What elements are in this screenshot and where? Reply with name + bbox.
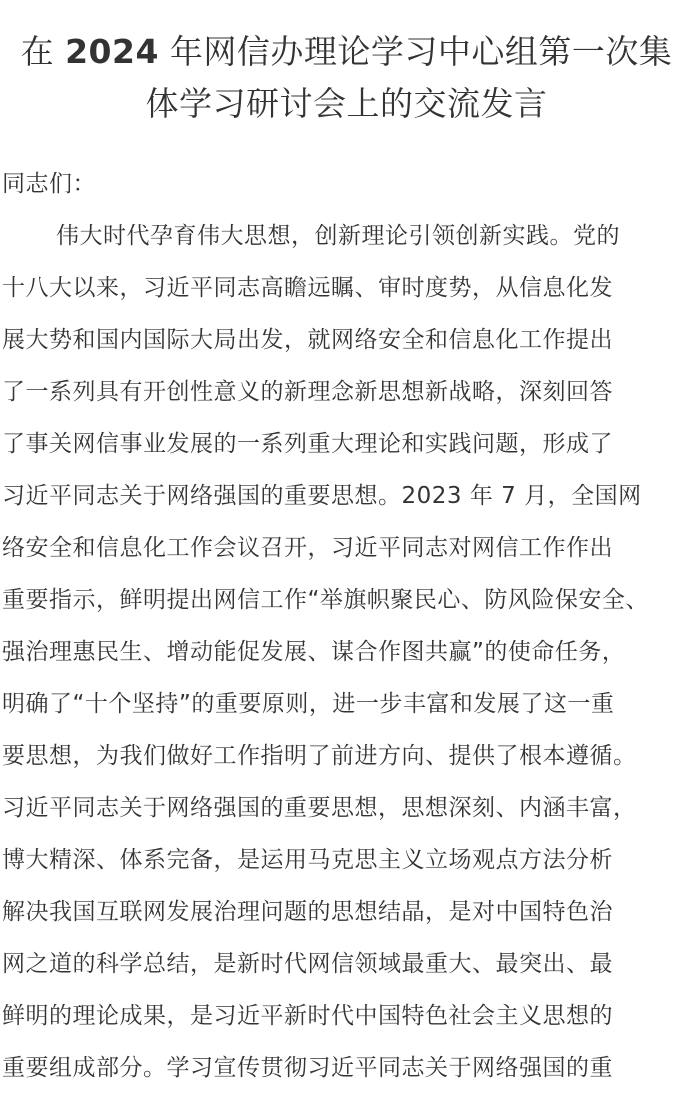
paragraph-line: 要思想，为我们做好工作指明了前进方向、提供了根本遵循。: [2, 743, 637, 769]
title-year: 2024: [65, 32, 159, 71]
paragraph-line: 习近平同志关于网络强国的重要思想，思想深刻、内涵丰富，: [2, 795, 637, 821]
paragraph-line: 博大精深、体系完备，是运用马克思主义立场观点方法分析: [2, 847, 613, 873]
paragraph-line: 习近平同志关于网络强国的重要思想。2023 年 7 月，全国网: [2, 483, 642, 509]
paragraph-line: 重要指示，鲜明提出网信工作“举旗帜聚民心、防风险保安全、: [2, 587, 649, 613]
greeting: 同志们：: [2, 171, 96, 197]
paragraph-line: 明确了“十个坚持”的重要原则，进一步丰富和发展了这一重: [2, 691, 615, 717]
paragraph-line: 解决我国互联网发展治理问题的思想结晶，是对中国特色治: [2, 899, 613, 925]
paragraph-line: 鲜明的理论成果，是习近平新时代中国特色社会主义思想的: [2, 1003, 613, 1029]
title-line2: 体学习研讨会上的交流发言: [145, 84, 548, 123]
paragraph-line: 网之道的科学总结，是新时代网信领域最重大、最突出、最: [2, 951, 613, 977]
paragraph-line: 重要组成部分。学习宣传贯彻习近平同志关于网络强国的重: [2, 1055, 613, 1081]
paragraph-line: 络安全和信息化工作会议召开，习近平同志对网信工作作出: [2, 535, 613, 561]
paragraph-line: 十八大以来，习近平同志高瞻远瞩、审时度势，从信息化发: [2, 275, 613, 301]
paragraph-line: 了事关网信事业发展的一系列重大理论和实践问题，形成了: [2, 431, 613, 457]
title-prefix: 在: [20, 32, 66, 71]
paragraph-line: 了一系列具有开创性意义的新理念新思想新战略，深刻回答: [2, 379, 613, 405]
document-title: [0, 26, 693, 130]
paragraph-line: 展大势和国内国际大局出发，就网络安全和信息化工作提出: [2, 327, 613, 353]
paragraph-line: 伟大时代孕育伟大思想，创新理论引领创新实践。党的: [56, 223, 620, 249]
paragraph-line: 强治理惠民生、增动能促发展、谋合作图共赢”的使命任务，: [2, 639, 626, 665]
title-line1-rest: 年网信办理论学习中心组第一次集: [158, 32, 673, 71]
